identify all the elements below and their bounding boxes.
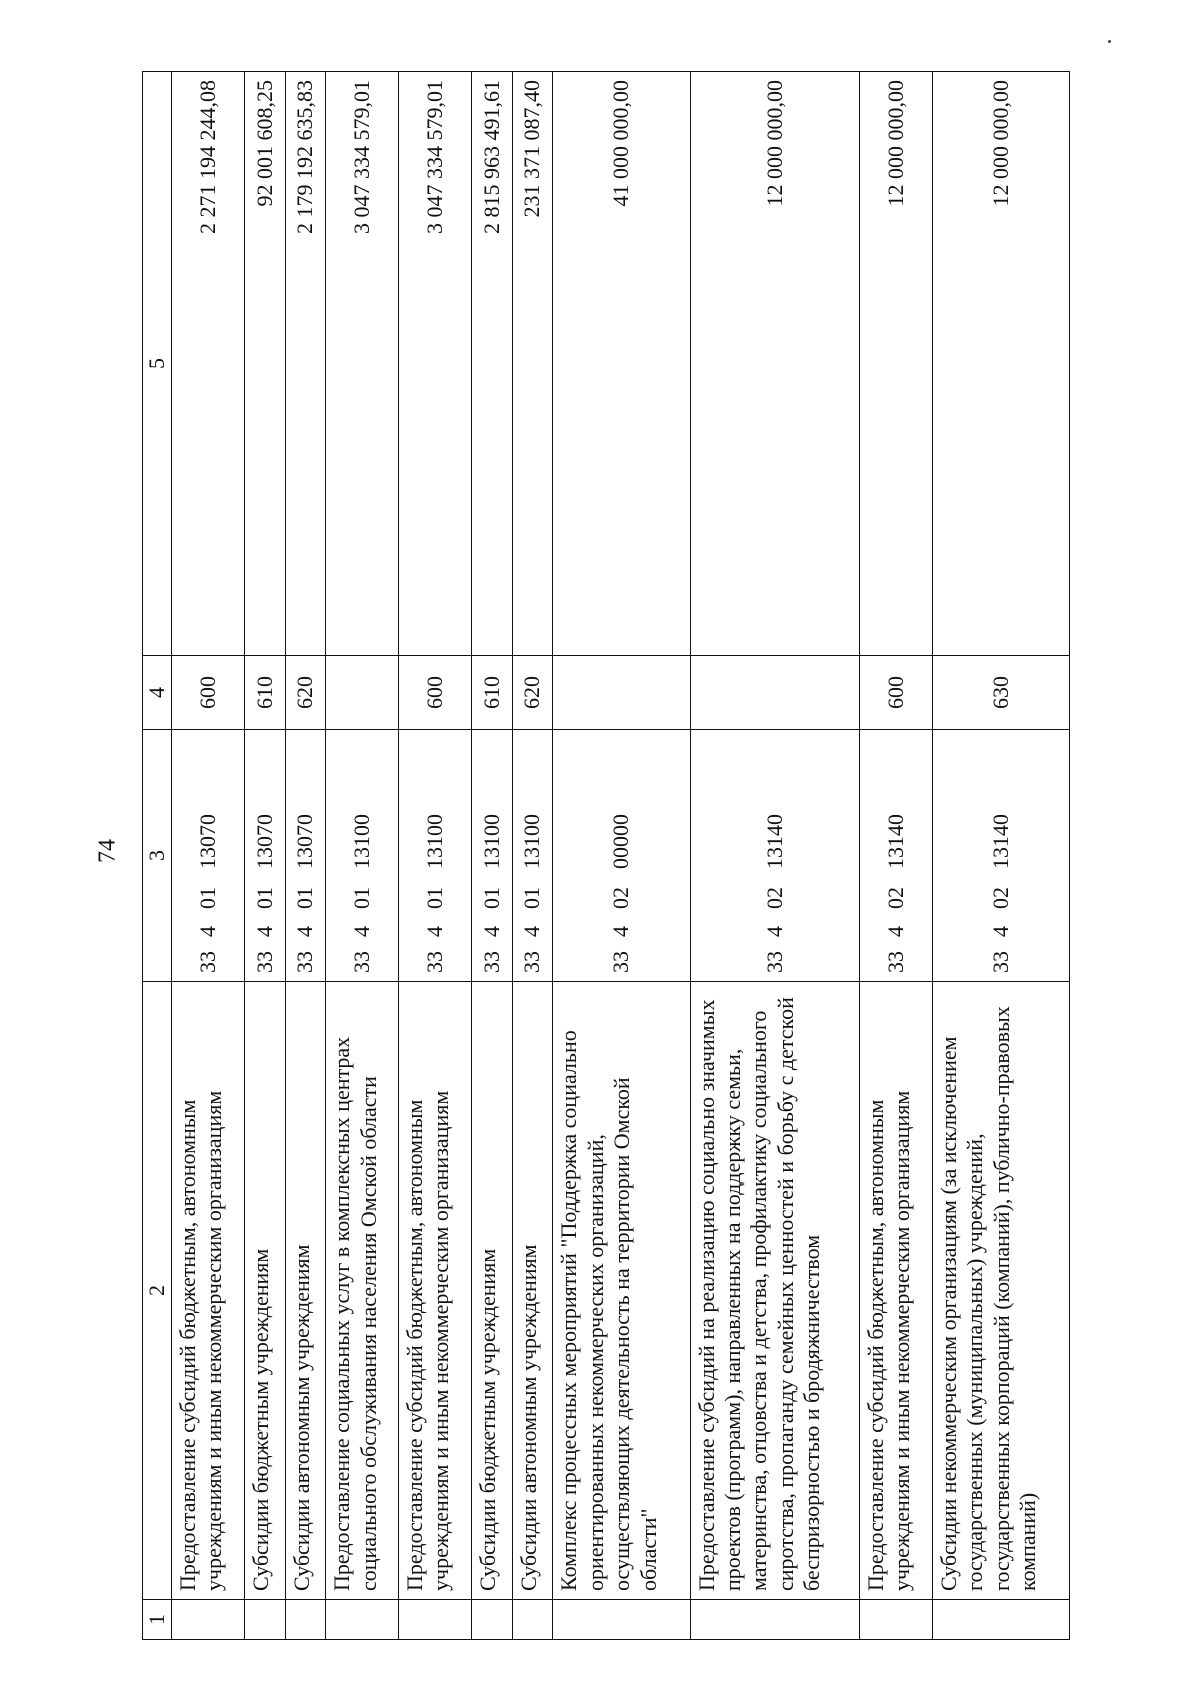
code-part: 01 <box>348 887 374 909</box>
amount-cell: 12 000 000,00 <box>932 72 1069 656</box>
code-part: 33 <box>421 951 447 973</box>
row-number-cell <box>471 1600 512 1640</box>
description-cell: Предоставление субсидий бюджетным, автономным учреждениям и иным некоммерческим организациям <box>399 982 472 1600</box>
code-cell <box>471 730 512 982</box>
description-cell: Субсидии бюджетным учреждениям <box>244 982 285 1600</box>
description-cell: Предоставление субсидий бюджетным, автономным учреждениям и иным некоммерческим организациям <box>859 982 932 1600</box>
code-part: 02 <box>882 887 908 909</box>
type-cell: 600 <box>172 656 245 730</box>
code-part: 01 <box>478 887 504 909</box>
column-header: 2 <box>143 982 172 1600</box>
row-number-cell <box>932 1600 1069 1640</box>
code-part: 33 <box>987 951 1013 973</box>
code-part: 13140 <box>987 814 1013 869</box>
type-cell: 610 <box>244 656 285 730</box>
code-part: 4 <box>478 926 504 937</box>
budget-table <box>142 71 1070 1640</box>
code-part: 33 <box>882 951 908 973</box>
code-part: 4 <box>251 926 277 937</box>
column-header: 3 <box>143 730 172 982</box>
row-number-cell <box>859 1600 932 1640</box>
column-header: 1 <box>143 1600 172 1640</box>
code-part: 33 <box>194 951 220 973</box>
amount-cell: 3 047 334 579,01 <box>326 72 399 656</box>
code-part: 4 <box>608 926 634 937</box>
row-number-cell <box>399 1600 472 1640</box>
code-part: 02 <box>987 887 1013 909</box>
table-row <box>471 72 512 1640</box>
code-part: 4 <box>761 926 787 937</box>
code-cell <box>932 730 1069 982</box>
code-cell <box>244 730 285 982</box>
row-number-cell <box>244 1600 285 1640</box>
code-part: 4 <box>987 926 1013 937</box>
type-cell: 620 <box>512 656 553 730</box>
description-cell: Субсидии бюджетным учреждениям <box>471 982 512 1600</box>
code-part: 4 <box>194 926 220 937</box>
code-cell <box>172 730 245 982</box>
code-cell <box>553 730 690 982</box>
table-row <box>690 72 859 1640</box>
scan-speck <box>1108 40 1111 43</box>
table-row <box>172 72 245 1640</box>
code-part: 4 <box>421 926 447 937</box>
row-number-cell <box>690 1600 859 1640</box>
row-number-cell <box>326 1600 399 1640</box>
rotated-table-frame <box>142 72 1070 1640</box>
code-cell <box>512 730 553 982</box>
row-number-cell <box>512 1600 553 1640</box>
amount-cell: 92 001 608,25 <box>244 72 285 656</box>
code-part: 02 <box>761 887 787 909</box>
amount-cell: 3 047 334 579,01 <box>399 72 472 656</box>
code-part: 13140 <box>761 814 787 869</box>
table-row <box>553 72 690 1640</box>
type-cell <box>326 656 399 730</box>
code-part: 13070 <box>251 814 277 869</box>
description-cell: Субсидии некоммерческим организациям (за исключением государственных (муниципальных) учреждений, государственных корпораций (компаний), публично-правовых компаний) <box>932 982 1069 1600</box>
type-cell: 600 <box>399 656 472 730</box>
code-part: 33 <box>478 951 504 973</box>
code-part: 13070 <box>194 814 220 869</box>
code-part: 13140 <box>882 814 908 869</box>
amount-cell: 231 371 087,40 <box>512 72 553 656</box>
header-row <box>143 72 172 1640</box>
code-part: 01 <box>519 887 545 909</box>
code-part: 13100 <box>478 814 504 869</box>
code-cell <box>859 730 932 982</box>
amount-cell: 41 000 000,00 <box>553 72 690 656</box>
code-cell <box>399 730 472 982</box>
table-row <box>512 72 553 1640</box>
type-cell: 600 <box>859 656 932 730</box>
type-cell: 610 <box>471 656 512 730</box>
amount-cell: 12 000 000,00 <box>859 72 932 656</box>
column-header: 5 <box>143 72 172 656</box>
description-cell: Предоставление субсидий бюджетным, автономным учреждениям и иным некоммерческим организациям <box>172 982 245 1600</box>
code-part: 4 <box>348 926 374 937</box>
type-cell: 630 <box>932 656 1069 730</box>
table-row <box>932 72 1069 1640</box>
description-cell: Субсидии автономным учреждениям <box>512 982 553 1600</box>
description-cell: Предоставление социальных услуг в комплексных центрах социального обслуживания населения Омской области <box>326 982 399 1600</box>
budget-table-container <box>142 72 1070 1640</box>
code-part: 13100 <box>421 814 447 869</box>
code-part: 33 <box>348 951 374 973</box>
code-part: 4 <box>882 926 908 937</box>
table-row <box>285 72 326 1640</box>
code-part: 01 <box>194 887 220 909</box>
amount-cell: 2 179 192 635,83 <box>285 72 326 656</box>
code-part: 01 <box>421 887 447 909</box>
table-row <box>326 72 399 1640</box>
code-cell <box>285 730 326 982</box>
code-part: 33 <box>608 951 634 973</box>
description-cell: Комплекс процессных мероприятий "Поддержка социально ориентированных некоммерческих организаций, осуществляющих деятельность на территории Омской области" <box>553 982 690 1600</box>
row-number-cell <box>285 1600 326 1640</box>
code-cell <box>690 730 859 982</box>
code-part: 33 <box>292 951 318 973</box>
column-header: 4 <box>143 656 172 730</box>
table-row <box>859 72 932 1640</box>
code-part: 4 <box>519 926 545 937</box>
row-number-cell <box>172 1600 245 1640</box>
code-part: 00000 <box>608 814 634 869</box>
amount-cell: 2 271 194 244,08 <box>172 72 245 656</box>
row-number-cell <box>553 1600 690 1640</box>
amount-cell: 12 000 000,00 <box>690 72 859 656</box>
code-part: 13100 <box>519 814 545 869</box>
type-cell <box>690 656 859 730</box>
code-part: 13100 <box>348 814 374 869</box>
page-number: 74 <box>94 839 121 863</box>
code-part: 01 <box>292 887 318 909</box>
code-part: 33 <box>519 951 545 973</box>
code-part: 33 <box>761 951 787 973</box>
code-part: 13070 <box>292 814 318 869</box>
table-row <box>399 72 472 1640</box>
type-cell <box>553 656 690 730</box>
code-cell <box>326 730 399 982</box>
code-part: 01 <box>251 887 277 909</box>
amount-cell: 2 815 963 491,61 <box>471 72 512 656</box>
code-part: 02 <box>608 887 634 909</box>
type-cell: 620 <box>285 656 326 730</box>
description-cell: Субсидии автономным учреждениям <box>285 982 326 1600</box>
code-part: 4 <box>292 926 318 937</box>
code-part: 33 <box>251 951 277 973</box>
table-row <box>244 72 285 1640</box>
description-cell: Предоставление субсидий на реализацию социально значимых проектов (программ), направленных на поддержку семьи, материнства, отцовства и детства, профилактику социального сиротства, пропаганду семейных ценностей и борьбу с детской беспризорностью и бродяжничеством <box>690 982 859 1600</box>
